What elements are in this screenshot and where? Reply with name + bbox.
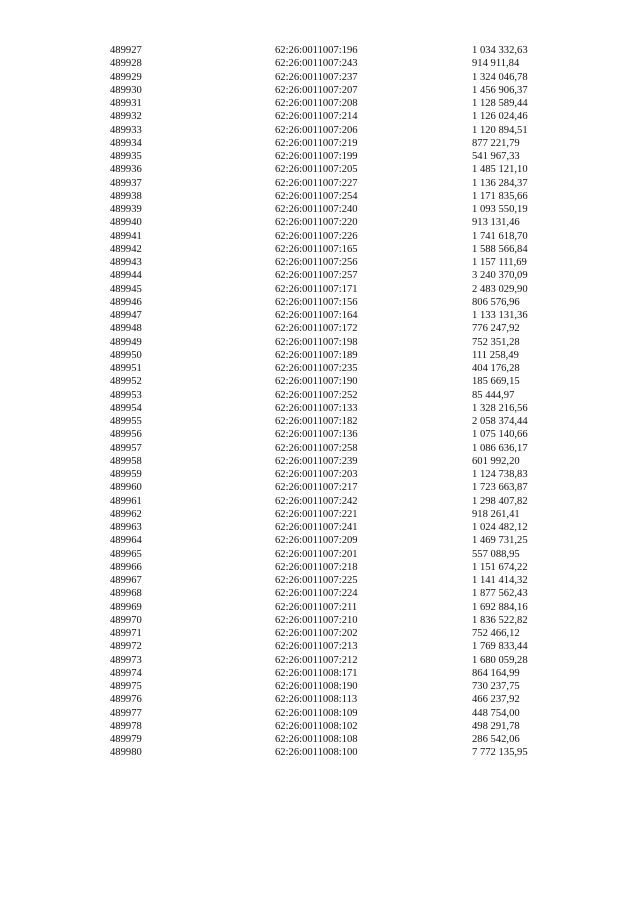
table-row: [0, 362, 640, 375]
cadastral-number-cell: 62:26:0011007:242: [275, 495, 358, 507]
table-row: [0, 468, 640, 481]
cadastral-number-cell: 62:26:0011007:208: [275, 98, 358, 109]
value-cell: 541 967,33: [472, 151, 520, 162]
table-row: [0, 667, 640, 680]
cadastral-number-cell: 62:26:0011007:189: [275, 349, 358, 361]
cadastral-number-cell: 62:26:0011007:165: [275, 243, 358, 255]
table-row: [0, 137, 640, 150]
value-cell: 1 298 407,82: [472, 495, 528, 507]
table-row: [0, 746, 640, 759]
record-number-cell: 489954: [110, 402, 142, 414]
table-row: [0, 614, 640, 627]
record-number-cell: 489947: [110, 310, 142, 321]
cadastral-number-cell: 62:26:0011008:100: [275, 747, 358, 759]
record-number-cell: 489943: [110, 257, 142, 268]
record-number-cell: 489940: [110, 217, 142, 229]
value-cell: 1 680 059,28: [472, 654, 528, 666]
table-row: [0, 336, 640, 349]
record-number-cell: 489959: [110, 469, 142, 480]
table-row: [0, 402, 640, 415]
cadastral-number-cell: 62:26:0011007:235: [275, 363, 358, 374]
cadastral-number-cell: 62:26:0011007:196: [275, 45, 358, 56]
cadastral-number-cell: 62:26:0011007:226: [275, 230, 358, 242]
table-row: [0, 707, 640, 720]
value-cell: 1 126 024,46: [472, 111, 528, 123]
value-cell: 1 588 566,84: [472, 243, 528, 255]
record-number-cell: 489929: [110, 71, 142, 83]
table-row: [0, 481, 640, 494]
cadastral-number-cell: 62:26:0011007:252: [275, 389, 358, 401]
value-cell: 1 133 131,36: [472, 310, 528, 321]
cadastral-number-cell: 62:26:0011007:224: [275, 588, 358, 600]
value-cell: 1 093 550,19: [472, 204, 528, 215]
table-row: [0, 97, 640, 110]
record-number-cell: 489937: [110, 177, 142, 189]
value-cell: 806 576,96: [472, 296, 520, 308]
record-number-cell: 489962: [110, 508, 142, 520]
value-cell: 1 171 835,66: [472, 190, 528, 202]
record-number-cell: 489936: [110, 164, 142, 176]
cadastral-number-cell: 62:26:0011007:202: [275, 628, 358, 639]
record-number-cell: 489946: [110, 296, 142, 308]
record-number-cell: 489934: [110, 137, 142, 149]
value-cell: 1 128 589,44: [472, 98, 528, 109]
cadastral-number-cell: 62:26:0011008:113: [275, 694, 358, 706]
value-cell: 448 754,00: [472, 707, 520, 719]
record-number-cell: 489956: [110, 429, 142, 441]
value-cell: 1 141 414,32: [472, 575, 528, 586]
value-cell: 1 157 111,69: [472, 257, 527, 268]
table-row: [0, 601, 640, 614]
cadastral-number-cell: 62:26:0011007:209: [275, 535, 358, 547]
table-row: [0, 322, 640, 335]
cadastral-number-cell: 62:26:0011007:182: [275, 416, 358, 427]
value-cell: 913 131,46: [472, 217, 520, 229]
table-row: [0, 163, 640, 176]
table-row: [0, 455, 640, 468]
record-number-cell: 489933: [110, 124, 142, 136]
cadastral-number-cell: 62:26:0011007:219: [275, 137, 358, 149]
value-cell: 1 151 674,22: [472, 561, 528, 573]
cadastral-number-cell: 62:26:0011007:243: [275, 58, 358, 70]
table-row: [0, 375, 640, 388]
record-number-cell: 489927: [110, 45, 142, 56]
cadastral-number-cell: 62:26:0011007:171: [275, 283, 358, 295]
cadastral-number-cell: 62:26:0011007:257: [275, 270, 358, 282]
table-row: [0, 283, 640, 296]
value-cell: 1 836 522,82: [472, 614, 528, 626]
record-number-cell: 489951: [110, 363, 142, 374]
value-cell: 466 237,92: [472, 694, 520, 706]
cadastral-number-cell: 62:26:0011007:206: [275, 124, 358, 136]
record-number-cell: 489966: [110, 561, 142, 573]
cadastral-number-cell: 62:26:0011008:102: [275, 720, 358, 732]
cadastral-number-cell: 62:26:0011007:207: [275, 84, 358, 96]
table-row: [0, 574, 640, 587]
cadastral-number-cell: 62:26:0011007:240: [275, 204, 358, 215]
table-row: [0, 720, 640, 733]
cadastral-number-cell: 62:26:0011007:211: [275, 601, 358, 613]
cadastral-number-cell: 62:26:0011007:172: [275, 323, 358, 335]
record-number-cell: 489977: [110, 707, 142, 719]
record-number-cell: 489949: [110, 336, 142, 348]
record-number-cell: 489948: [110, 323, 142, 335]
value-cell: 1 034 332,63: [472, 45, 528, 56]
cadastral-number-cell: 62:26:0011007:217: [275, 482, 358, 494]
cadastral-number-cell: 62:26:0011007:212: [275, 654, 358, 666]
cadastral-number-cell: 62:26:0011007:156: [275, 296, 358, 308]
table-row: [0, 733, 640, 746]
record-number-cell: 489944: [110, 270, 142, 282]
record-number-cell: 489955: [110, 416, 142, 427]
table-row: [0, 256, 640, 269]
value-cell: 1 877 562,43: [472, 588, 528, 600]
cadastral-number-cell: 62:26:0011007:241: [275, 522, 358, 533]
value-cell: 730 237,75: [472, 681, 520, 692]
record-number-cell: 489970: [110, 614, 142, 626]
table-row: [0, 84, 640, 97]
table-row: [0, 508, 640, 521]
value-cell: 185 669,15: [472, 376, 520, 388]
cadastral-number-cell: 62:26:0011007:221: [275, 508, 358, 520]
cadastral-number-cell: 62:26:0011007:237: [275, 71, 358, 83]
value-cell: 1 769 833,44: [472, 641, 528, 653]
value-cell: 85 444,97: [472, 389, 515, 401]
table-row: [0, 495, 640, 508]
record-number-cell: 489957: [110, 442, 142, 454]
table-row: [0, 389, 640, 402]
table-row: [0, 110, 640, 123]
value-cell: 877 221,79: [472, 137, 520, 149]
cadastral-number-cell: 62:26:0011007:227: [275, 177, 358, 189]
cadastral-number-cell: 62:26:0011007:201: [275, 548, 358, 560]
cadastral-number-cell: 62:26:0011007:239: [275, 455, 358, 467]
value-cell: 1 692 884,16: [472, 601, 528, 613]
table-row: [0, 587, 640, 600]
table-row: [0, 627, 640, 640]
cadastral-number-cell: 62:26:0011008:190: [275, 681, 358, 692]
value-cell: 914 911,84: [472, 58, 520, 70]
value-cell: 918 261,41: [472, 508, 520, 520]
record-number-cell: 489942: [110, 243, 142, 255]
record-number-cell: 489941: [110, 230, 142, 242]
record-number-cell: 489953: [110, 389, 142, 401]
record-number-cell: 489939: [110, 204, 142, 215]
record-number-cell: 489960: [110, 482, 142, 494]
table-row: [0, 521, 640, 534]
cadastral-number-cell: 62:26:0011008:108: [275, 734, 358, 745]
value-cell: 1 741 618,70: [472, 230, 528, 242]
cadastral-number-cell: 62:26:0011007:220: [275, 217, 358, 229]
cadastral-number-cell: 62:26:0011007:164: [275, 310, 358, 321]
table-row: [0, 534, 640, 547]
record-number-cell: 489952: [110, 376, 142, 388]
value-cell: 1 136 284,37: [472, 177, 528, 189]
record-number-cell: 489974: [110, 667, 142, 679]
cadastral-number-cell: 62:26:0011007:256: [275, 257, 358, 268]
cadastral-number-cell: 62:26:0011007:203: [275, 469, 358, 480]
table-row: [0, 243, 640, 256]
record-number-cell: 489979: [110, 734, 142, 745]
value-cell: 2 058 374,44: [472, 416, 528, 427]
table-row: [0, 428, 640, 441]
cadastral-number-cell: 62:26:0011007:254: [275, 190, 358, 202]
value-cell: 601 992,20: [472, 455, 520, 467]
value-cell: 111 258,49: [472, 349, 519, 361]
value-cell: 404 176,28: [472, 363, 520, 374]
table-row: [0, 561, 640, 574]
data-table: [0, 44, 640, 760]
value-cell: 1 456 906,37: [472, 84, 528, 96]
table-row: [0, 190, 640, 203]
value-cell: 1 328 216,56: [472, 402, 528, 414]
record-number-cell: 489963: [110, 522, 142, 533]
table-row: [0, 654, 640, 667]
table-row: [0, 124, 640, 137]
table-row: [0, 296, 640, 309]
record-number-cell: 489961: [110, 495, 142, 507]
table-row: [0, 216, 640, 229]
cadastral-number-cell: 62:26:0011007:190: [275, 376, 358, 388]
value-cell: 1 124 738,83: [472, 469, 528, 480]
record-number-cell: 489968: [110, 588, 142, 600]
table-row: [0, 71, 640, 84]
cadastral-number-cell: 62:26:0011007:198: [275, 336, 358, 348]
record-number-cell: 489950: [110, 349, 142, 361]
cadastral-number-cell: 62:26:0011007:214: [275, 111, 358, 123]
table-row: [0, 230, 640, 243]
cadastral-number-cell: 62:26:0011008:109: [275, 707, 358, 719]
record-number-cell: 489938: [110, 190, 142, 202]
value-cell: 752 351,28: [472, 336, 520, 348]
table-row: [0, 269, 640, 282]
record-number-cell: 489975: [110, 681, 142, 692]
cadastral-number-cell: 62:26:0011007:218: [275, 561, 358, 573]
table-row: [0, 548, 640, 561]
table-row: [0, 415, 640, 428]
record-number-cell: 489931: [110, 98, 142, 109]
cadastral-number-cell: 62:26:0011008:171: [275, 667, 358, 679]
table-row: [0, 640, 640, 653]
value-cell: 1 075 140,66: [472, 429, 528, 441]
table-row: [0, 44, 640, 57]
record-number-cell: 489965: [110, 548, 142, 560]
value-cell: 1 723 663,87: [472, 482, 528, 494]
value-cell: 3 240 370,09: [472, 270, 528, 282]
record-number-cell: 489969: [110, 601, 142, 613]
record-number-cell: 489930: [110, 84, 142, 96]
value-cell: 1 120 894,51: [472, 124, 528, 136]
record-number-cell: 489958: [110, 455, 142, 467]
value-cell: 557 088,95: [472, 548, 520, 560]
value-cell: 498 291,78: [472, 720, 520, 732]
cadastral-number-cell: 62:26:0011007:258: [275, 442, 358, 454]
record-number-cell: 489978: [110, 720, 142, 732]
table-row: [0, 442, 640, 455]
value-cell: 286 542,06: [472, 734, 520, 745]
value-cell: 776 247,92: [472, 323, 520, 335]
cadastral-number-cell: 62:26:0011007:205: [275, 164, 358, 176]
cadastral-number-cell: 62:26:0011007:199: [275, 151, 358, 162]
record-number-cell: 489972: [110, 641, 142, 653]
table-row: [0, 57, 640, 70]
record-number-cell: 489928: [110, 58, 142, 70]
record-number-cell: 489967: [110, 575, 142, 586]
value-cell: 1 469 731,25: [472, 535, 528, 547]
record-number-cell: 489980: [110, 747, 142, 759]
record-number-cell: 489935: [110, 151, 142, 162]
value-cell: 864 164,99: [472, 667, 520, 679]
value-cell: 1 324 046,78: [472, 71, 528, 83]
table-row: [0, 177, 640, 190]
table-row: [0, 693, 640, 706]
value-cell: 1 024 482,12: [472, 522, 528, 533]
record-number-cell: 489932: [110, 111, 142, 123]
table-row: [0, 680, 640, 693]
record-number-cell: 489976: [110, 694, 142, 706]
table-row: [0, 150, 640, 163]
value-cell: 1 086 636,17: [472, 442, 528, 454]
record-number-cell: 489945: [110, 283, 142, 295]
table-row: [0, 309, 640, 322]
table-row: [0, 203, 640, 216]
value-cell: 752 466,12: [472, 628, 520, 639]
value-cell: 1 485 121,10: [472, 164, 528, 176]
cadastral-number-cell: 62:26:0011007:210: [275, 614, 358, 626]
cadastral-number-cell: 62:26:0011007:133: [275, 402, 358, 414]
cadastral-number-cell: 62:26:0011007:136: [275, 429, 358, 441]
record-number-cell: 489964: [110, 535, 142, 547]
value-cell: 2 483 029,90: [472, 283, 528, 295]
record-number-cell: 489973: [110, 654, 142, 666]
cadastral-number-cell: 62:26:0011007:213: [275, 641, 358, 653]
table-row: [0, 349, 640, 362]
cadastral-number-cell: 62:26:0011007:225: [275, 575, 358, 586]
value-cell: 7 772 135,95: [472, 747, 528, 759]
record-number-cell: 489971: [110, 628, 142, 639]
